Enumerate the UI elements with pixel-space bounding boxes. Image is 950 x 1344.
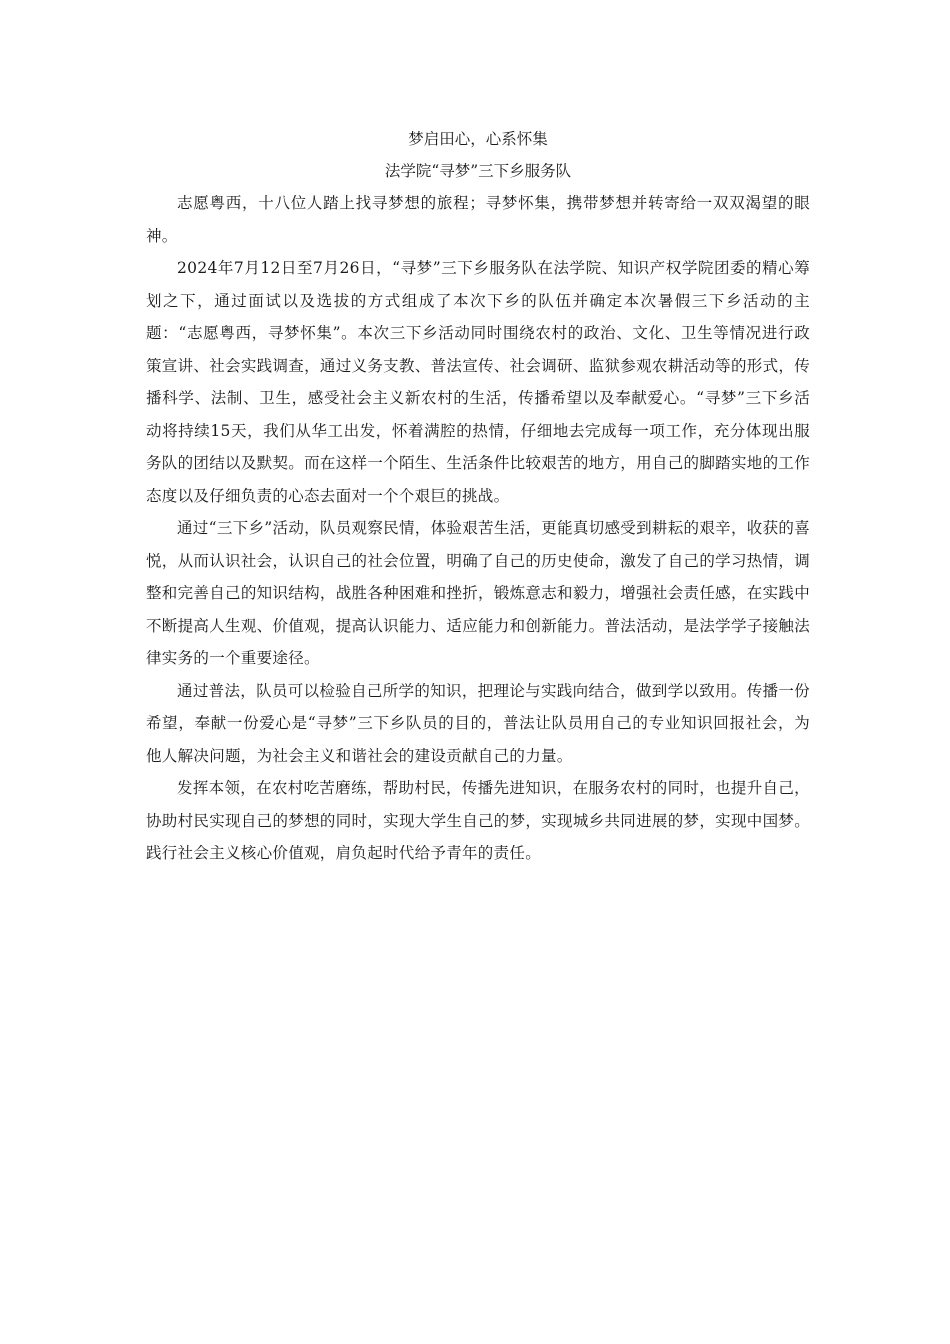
paragraph-5: 发挥本领，在农村吃苦磨练，帮助村民，传播先进知识，在服务农村的同时，也提升自己，协助村民实现自己的梦想的同时，实现大学生自己的梦，实现城乡共同进展的梦，实现中国梦。践行社会主义核心价值观，肩负起时代给予青年的责任。 xyxy=(146,779,810,862)
paragraph-4: 通过普法，队员可以检验自己所学的知识，把理论与实践向结合，做到学以致用。传播一份希望，奉献一份爱心是“寻梦”三下乡队员的目的，普法让队员用自己的专业知识回报社会，为他人解决问题，为社会主义和谐社会的建设贡献自己的力量。 xyxy=(146,681,810,765)
document-body xyxy=(146,123,810,870)
document-subtitle: 法学院“寻梦”三下乡服务队 xyxy=(384,162,572,180)
document-title: 梦启田心，心系怀集 xyxy=(408,130,548,148)
paragraph-3: 通过“三下乡”活动，队员观察民情，体验艰苦生活，更能真切感受到耕耘的艰辛，收获的喜悦，从而认识社会，认识自己的社会位置，明确了自己的历史使命，激发了自己的学习热情，调整和完善自己的知识结构，战胜各种困难和挫折，锻炼意志和毅力，增强社会责任感，在实践中不断提高人生观、价值观，提高认识能力、适应能力和创新能力。普法活动，是法学学子接触法律实务的一个重要途径。 xyxy=(146,519,810,667)
paragraph-2: 2024年7月12日至7月26日，“寻梦”三下乡服务队在法学院、知识产权学院团委的精心筹划之下，通过面试以及选拔的方式组成了本次下乡的队伍并确定本次暑假三下乡活动的主题：“志愿粤西，寻梦怀集”。本次三下乡活动同时围绕农村的政治、文化、卫生等情况进行政策宣讲、社会实践调查，通过义务支教、普法宣传、社会调研、监狱参观农耕活动等的形式，传播科学、法制、卫生，感受社会主义新农村的生活，传播希望以及奉献爱心。“寻梦”三下乡活动将持续15天，我们从华工出发，怀着满腔的热情，仔细地去完成每一项工作，充分体现出服务队的团结以及默契。而在这样一个陌生、生活条件比较艰苦的地方，用自己的脚踏实地的工作态度以及仔细负责的心态去面对一个个艰巨的挑战。 xyxy=(146,259,810,505)
paragraph-1: 志愿粤西，十八位人踏上找寻梦想的旅程；寻梦怀集，携带梦想并转寄给一双双渴望的眼神。 xyxy=(146,194,810,245)
